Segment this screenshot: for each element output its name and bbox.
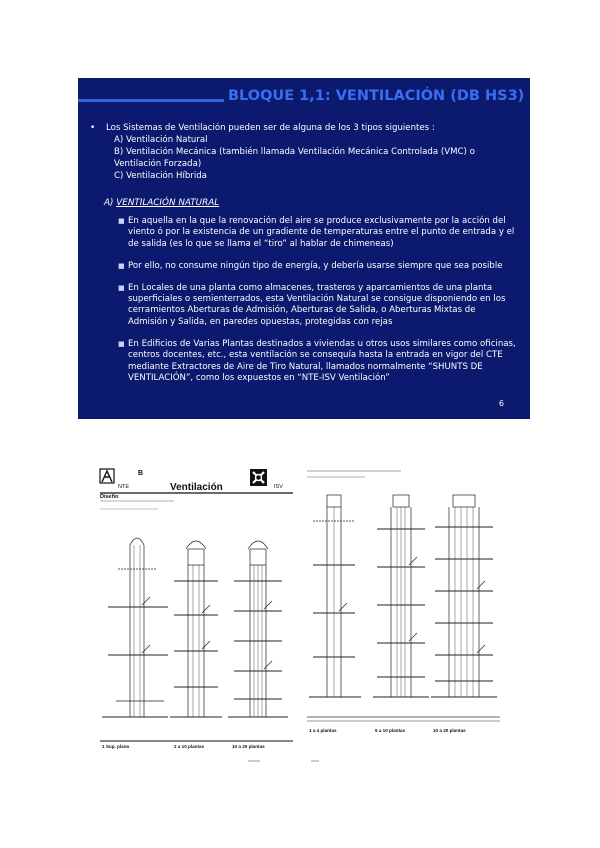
bullet-icon: ■: [118, 217, 125, 225]
shunt-diagram: [431, 495, 497, 697]
caption: 10 a 20 plantas: [232, 744, 265, 749]
list-item: [118, 282, 516, 329]
option-b: B) Ventilación Mecánica (también llamada Ventilación Mecánica Controlada (VMC) o: [114, 147, 475, 157]
drawing-title: Ventilación: [170, 482, 223, 493]
shunt-diagram: [102, 538, 168, 717]
slide: [78, 78, 530, 419]
list-item-text: En Locales de una planta como almacenes, trasteros y aparcamientos de una planta superficiales o semienterrados, esta Ventilación Natural se consigue disponiendo en los cerramientos Aberturas de Admisión, Aberturas de Salida, o Aberturas Mixtas de Admisión y Salida, en paredes opuestas, protegidas con rejas: [128, 282, 506, 327]
shunt-drawing-right: [305, 465, 501, 770]
option-c: C) Ventilación Híbrida: [114, 171, 207, 181]
section-prefix: A): [104, 198, 114, 208]
technical-drawing-left: [98, 465, 294, 770]
shunt-drawing-left: [98, 465, 294, 770]
isv-label: ISV: [274, 484, 283, 490]
list-item-text: En Edificios de Varias Plantas destinados a viviendas u otros usos similares como oficinas, centros docentes, etc., esta ventilación se consequía hasta la entrada en vigor del CTE mediante Extractores de Aire de Tiro Natural, llamados normalmente “SHUNTS DE VENTILACIÓN”, como los expuestos en “NTE-ISV Ventilación”: [128, 338, 516, 383]
drawing-letter: B: [138, 470, 144, 477]
list-item: [118, 338, 516, 385]
caption: 2 a 10 plantas: [174, 744, 205, 749]
slide-title: BLOQUE 1,1: VENTILACIÓN (DB HS3): [228, 88, 525, 104]
title-rule: [78, 99, 224, 102]
section-heading: [104, 198, 219, 208]
caption: 1 Sup. plano: [102, 744, 130, 749]
bullet-icon: ■: [118, 339, 125, 348]
shunt-diagram: [228, 541, 288, 717]
diseno-label: Diseño: [100, 494, 119, 500]
bullet-icon: ■: [118, 261, 125, 270]
bullet-icon: •: [90, 123, 96, 133]
shunt-diagram: [170, 541, 222, 717]
option-a: A) Ventilación Natural: [114, 135, 208, 145]
shunt-diagram: [309, 495, 361, 697]
technical-drawing-right: [305, 465, 501, 770]
list-item-text: En aquella en la que la renovación del aire se produce exclusivamente por la acción del viento ó por la existencia de un gradiente de temperaturas entre el punto de entrada y el de salida (es lo que se llama el “tiro” al hablar de chimeneas): [128, 216, 515, 249]
shunt-diagram: [373, 495, 429, 697]
nte-label: NTE: [118, 484, 129, 490]
list-item: [118, 260, 516, 272]
caption: 10 a 20 plantas: [433, 728, 466, 733]
list-item: [118, 216, 516, 250]
bullet-icon: ■: [118, 283, 125, 292]
intro-text: Los Sistemas de Ventilación pueden ser de alguna de los 3 tipos siguientes :: [106, 123, 435, 133]
nte-logo-icon: [100, 469, 114, 483]
option-b-cont: Ventilación Forzada): [114, 159, 202, 169]
section-title: VENTILACIÓN NATURAL: [116, 198, 220, 208]
list-item-text: Por ello, no consume ningún tipo de energía, y debería usarse siempre que sea posible: [128, 260, 503, 271]
isv-logo-icon: [250, 469, 267, 486]
caption: 5 a 10 plantas: [375, 728, 406, 733]
bullet-list: [118, 216, 516, 395]
caption: 1 a 4 plantas: [309, 728, 337, 733]
intro-block: [90, 122, 506, 182]
page-number: 6: [498, 399, 504, 408]
